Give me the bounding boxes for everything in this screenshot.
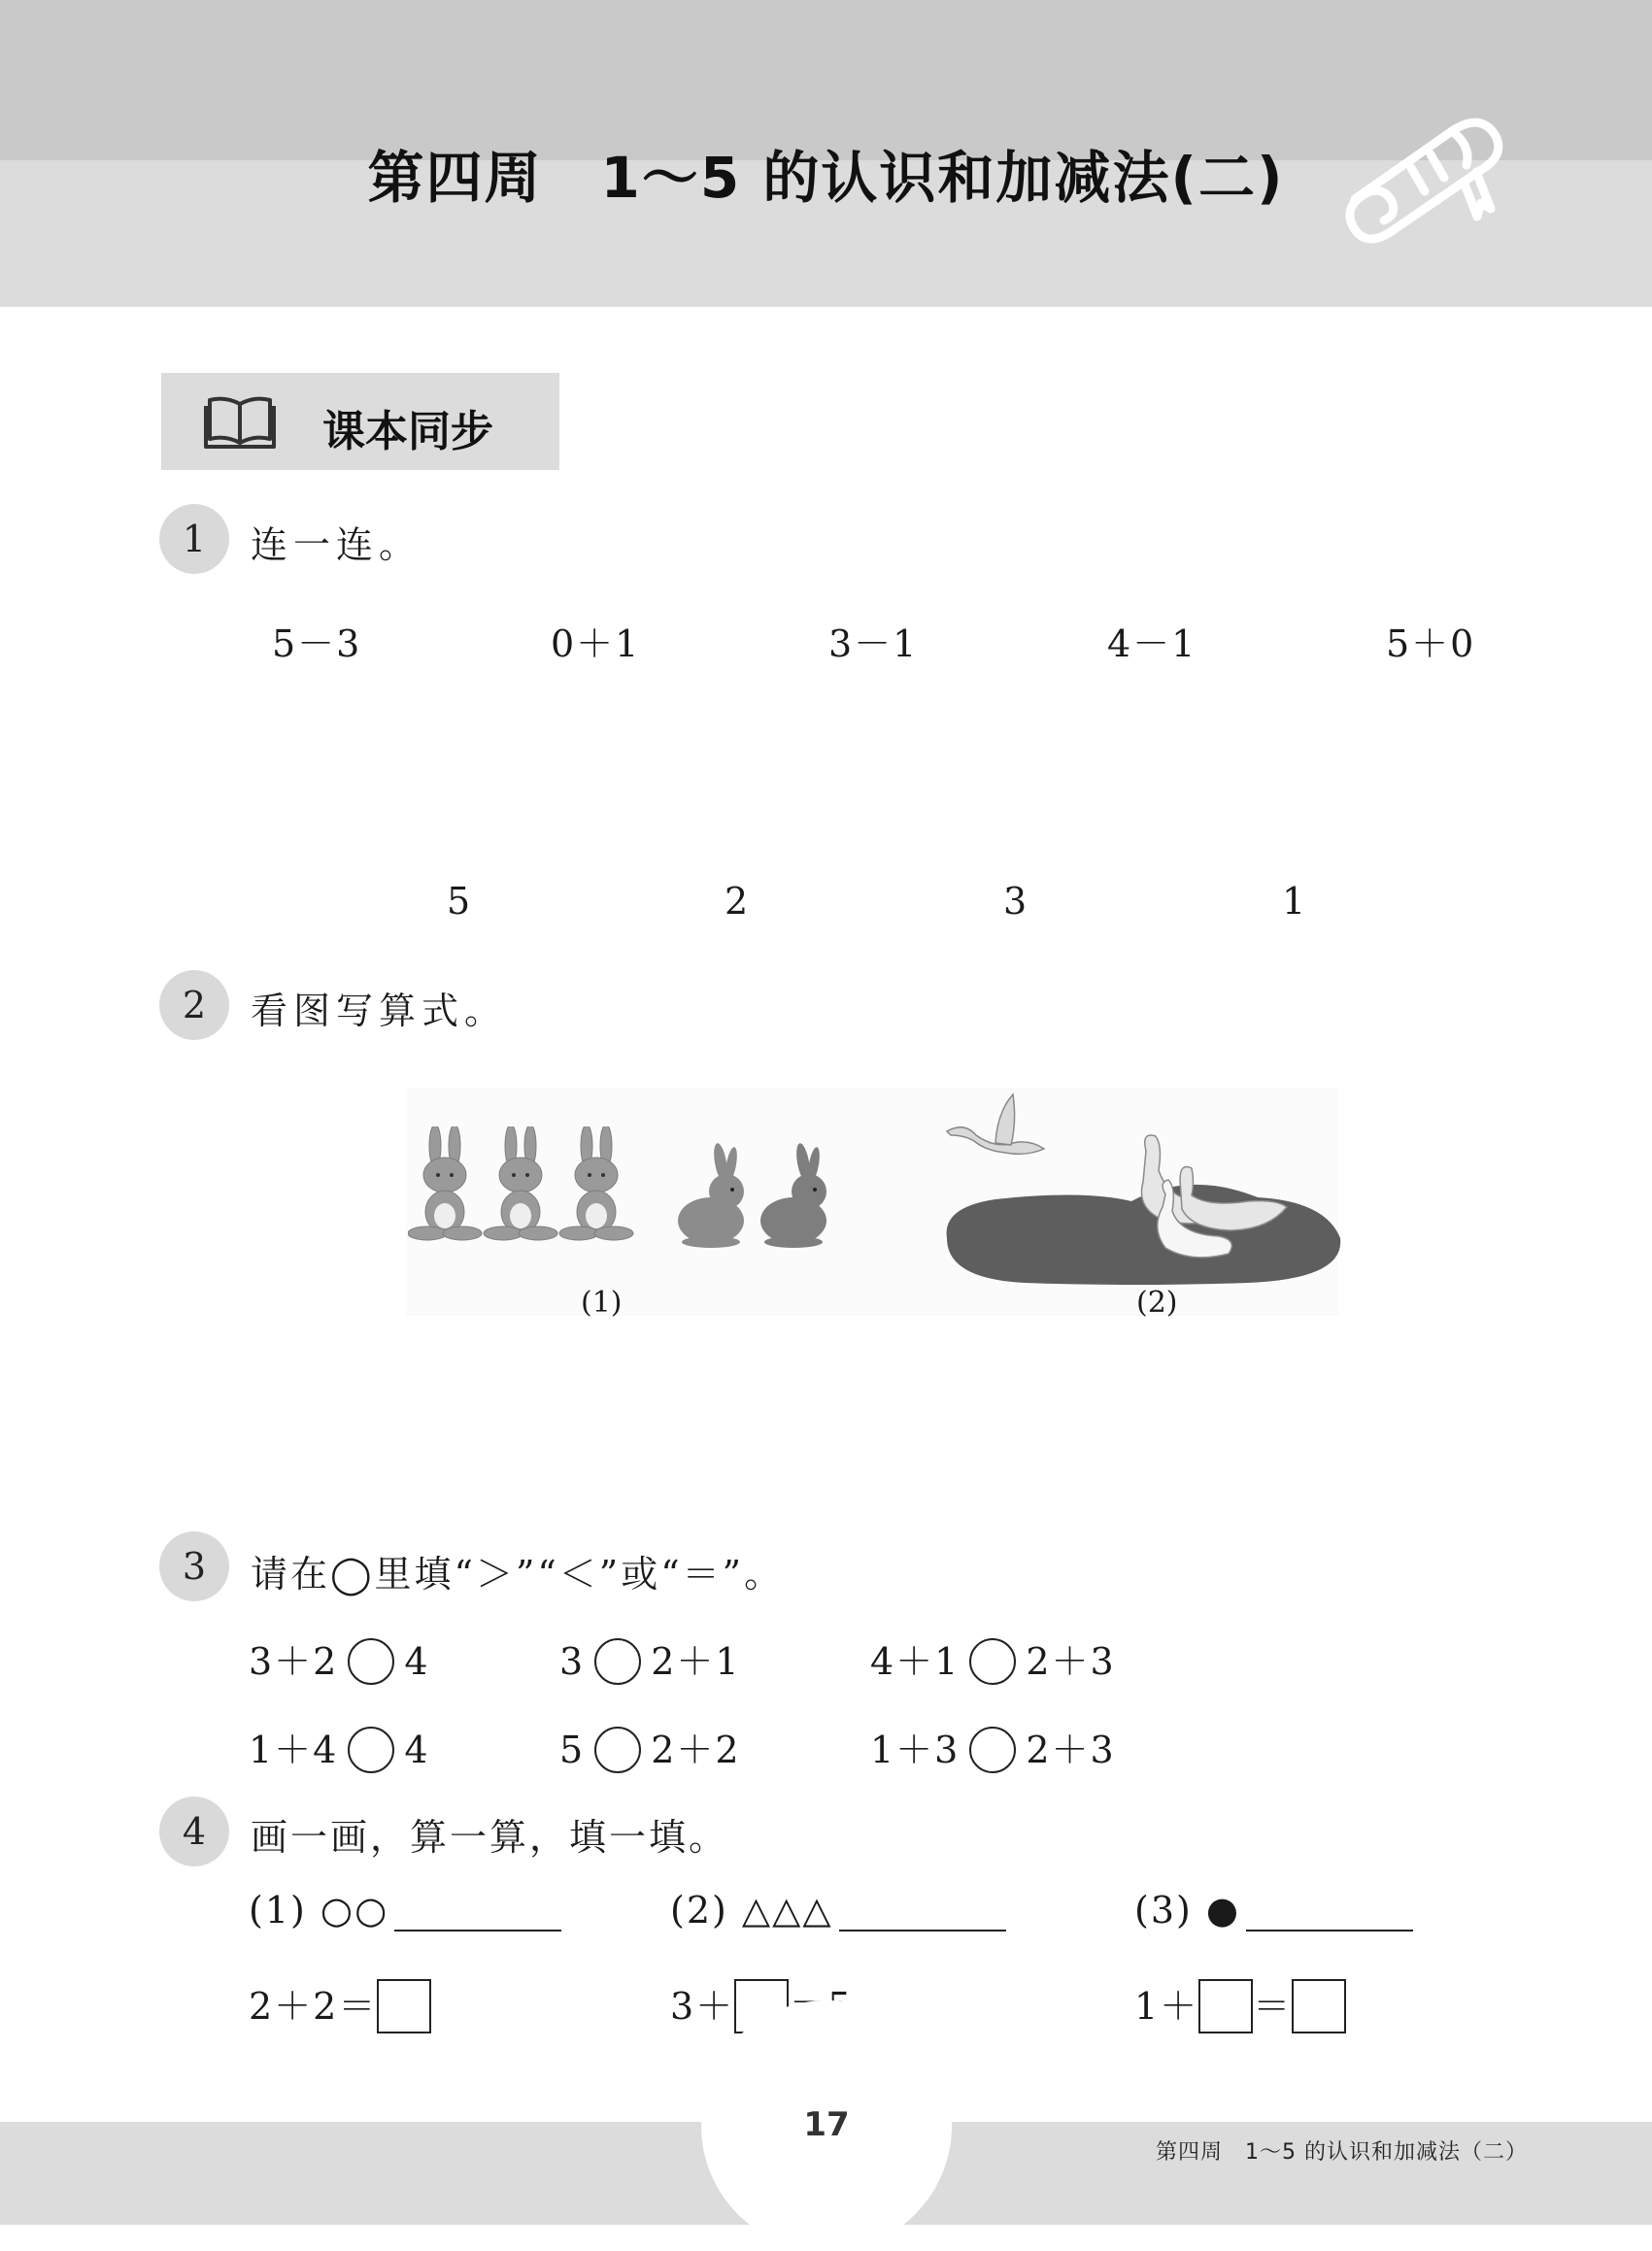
compare-left: 1＋4 (249, 1729, 339, 1771)
equation-text: 3＋ (670, 1985, 735, 2028)
side-rabbits-image (670, 1141, 840, 1248)
q1-expression: 3－1 (828, 622, 919, 665)
compare-left: 4＋1 (870, 1640, 961, 1683)
scroll-icon (1335, 92, 1515, 248)
equation-1 (249, 1976, 431, 2037)
q1-answer: 1 (1282, 880, 1308, 923)
picture-caption: (1) (581, 1286, 623, 1320)
page-number: 17 (803, 2105, 850, 2144)
question-3-text: 请在◯里填“＞”“＜”或“＝”。 (251, 1553, 785, 1596)
question-1-number: 1 (159, 504, 229, 574)
equation-text: ＝ (1253, 1985, 1293, 2028)
compare-left: 3＋2 (249, 1640, 339, 1683)
draw-answer-line[interactable] (1246, 1893, 1413, 1932)
compare-item (559, 1631, 741, 1689)
compare-right: 2＋3 (1026, 1729, 1116, 1771)
compare-left: 1＋3 (870, 1729, 961, 1771)
compare-right: 4 (404, 1729, 430, 1771)
draw-answer-line[interactable] (394, 1893, 561, 1932)
answer-box[interactable] (377, 1979, 431, 2033)
footer-title: 第四周 1～5 的认识和加减法（二） (1156, 2140, 1528, 2165)
q1-answer: 2 (725, 880, 751, 923)
compare-left: 5 (559, 1729, 586, 1771)
q1-expression: 0＋1 (551, 622, 641, 665)
compare-circle-blank[interactable] (969, 1727, 1016, 1773)
rabbits-image (408, 1126, 641, 1243)
compare-item (559, 1720, 741, 1777)
compare-item (870, 1720, 1116, 1777)
question-2-text: 看图写算式。 (251, 990, 508, 1032)
q1-answer: 3 (1003, 880, 1029, 923)
section-label-text: 课本同步 (322, 407, 493, 456)
part-label: (2) (670, 1889, 728, 1932)
draw-part-2 (670, 1889, 1006, 1932)
draw-part-3 (1134, 1889, 1413, 1932)
question-2-number: 2 (159, 970, 229, 1040)
compare-right: 2＋2 (651, 1729, 741, 1771)
draw-answer-line[interactable] (839, 1893, 1006, 1932)
section-label (161, 373, 559, 470)
answer-box[interactable] (1292, 1979, 1346, 2033)
question-1-text: 连一连。 (251, 523, 422, 566)
picture-caption: (2) (1136, 1286, 1178, 1320)
answer-box[interactable] (1198, 1979, 1253, 2033)
page-title: 第四周 1～5 的认识和加减法(二) (367, 145, 1285, 211)
q1-expression: 5＋0 (1386, 622, 1476, 665)
compare-left: 3 (559, 1640, 586, 1683)
circle-symbols: ○○ (320, 1889, 389, 1932)
compare-circle-blank[interactable] (594, 1727, 641, 1773)
question-3-number: 3 (159, 1531, 229, 1601)
equation-text: 1＋ (1134, 1985, 1199, 2028)
triangle-symbols: △△△ (741, 1889, 833, 1932)
geese-pond-image (937, 1092, 1345, 1287)
filled-circle-symbol: ● (1205, 1889, 1241, 1932)
question-4-text: 画一画，算一算，填一填。 (251, 1816, 729, 1859)
q1-expression: 4－1 (1107, 622, 1197, 665)
compare-right: 2＋1 (651, 1640, 741, 1683)
q1-expression: 5－3 (272, 622, 362, 665)
part-label: (1) (249, 1889, 307, 1932)
equation-3 (1134, 1976, 1346, 2037)
compare-circle-blank[interactable] (348, 1727, 394, 1773)
compare-item (870, 1631, 1116, 1689)
compare-circle-blank[interactable] (969, 1638, 1016, 1685)
compare-item (249, 1631, 430, 1689)
compare-item (249, 1720, 430, 1777)
compare-circle-blank[interactable] (594, 1638, 641, 1685)
question-4-number: 4 (159, 1797, 229, 1866)
q1-answer: 5 (447, 880, 473, 923)
compare-right: 4 (404, 1640, 430, 1683)
book-icon (204, 394, 276, 451)
equation-text: 2＋2＝ (249, 1985, 378, 2028)
draw-part-1 (249, 1889, 561, 1932)
part-label: (3) (1134, 1889, 1193, 1932)
compare-circle-blank[interactable] (348, 1638, 394, 1685)
compare-right: 2＋3 (1026, 1640, 1116, 1683)
